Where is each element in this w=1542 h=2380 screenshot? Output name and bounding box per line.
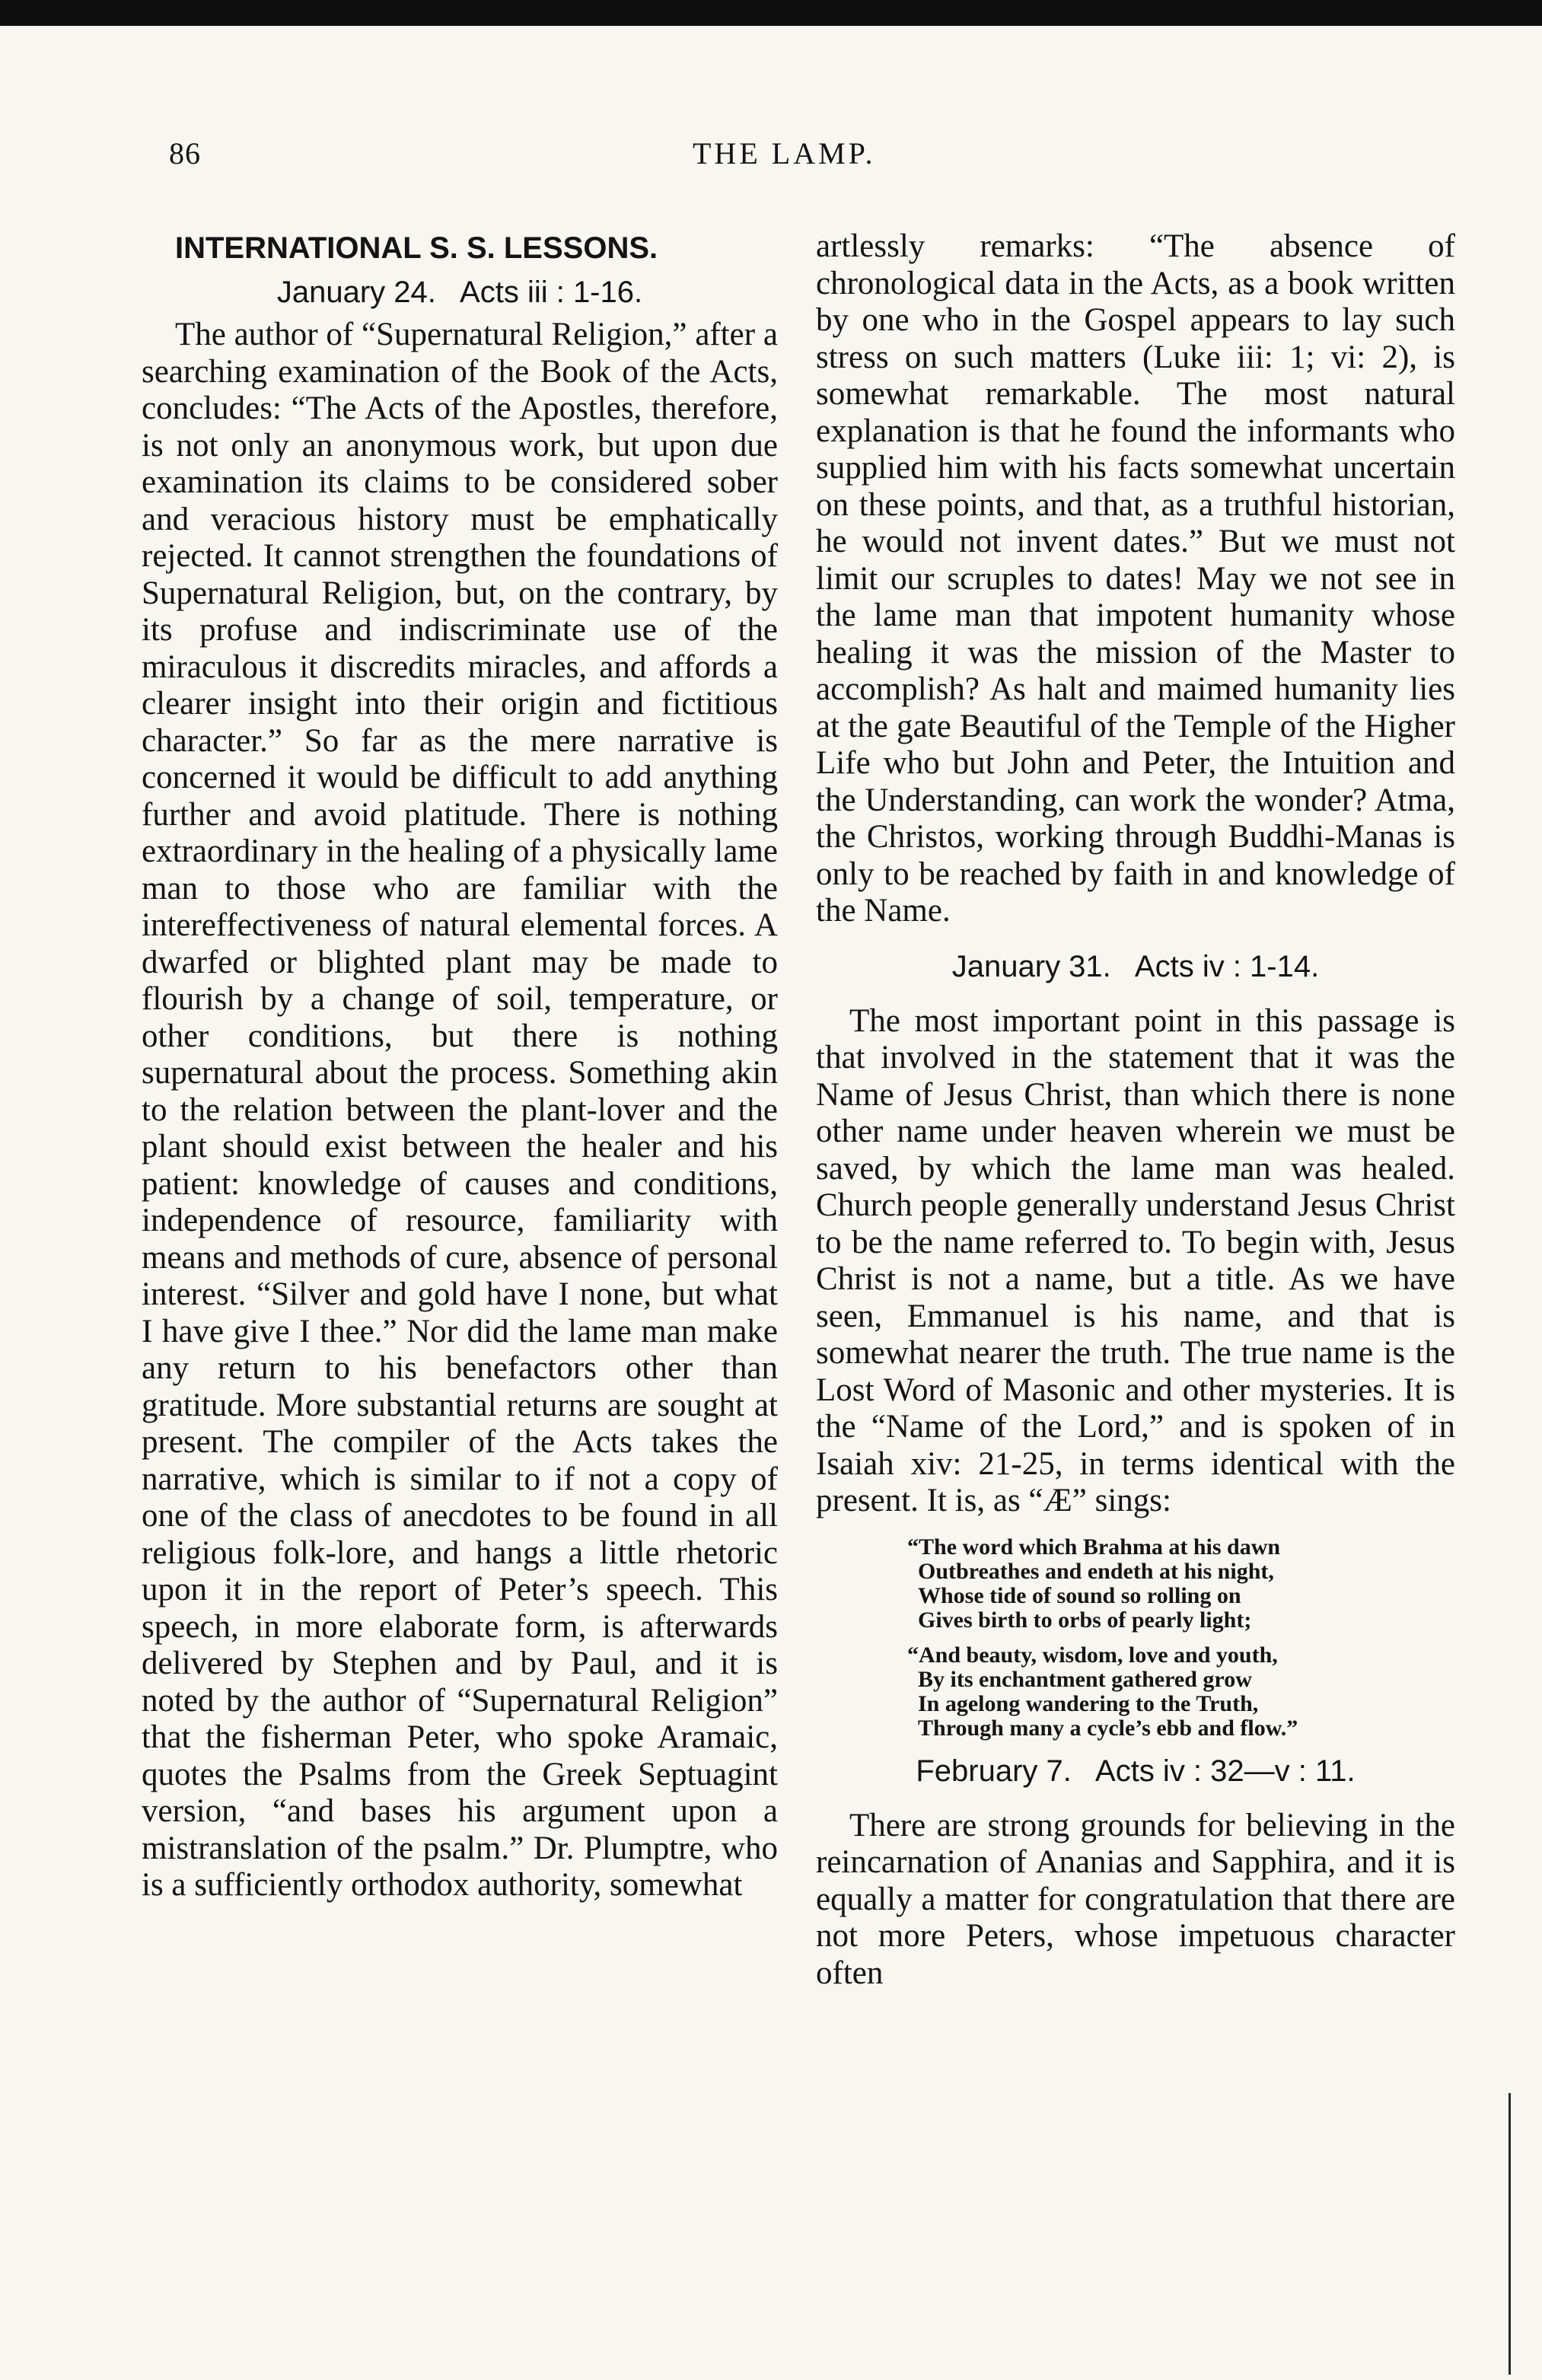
poem-line: Whose tide of sound so rolling on [918,1582,1241,1608]
poem-line: Through many a cycle’s ebb and flow.” [918,1715,1298,1741]
lesson-paragraph: The author of “Supernatural Religion,” after a searching examination of the Book of the Acts, concludes: “The Acts of the Apostles, therefore, is not only an anonymous work, but upon due examination its claims to be considered sober and veracious history must be emphatically rejected. It cannot strengthen the foundations of Supernatural Religion, but, on the contrary, by its profuse and indiscriminate use of the miraculous it discredits miracles, and affords a clearer insight into their origin and fictitious character.” So far as the mere narrative is concerned it would be difficult to add anything further and avoid platitude. There is nothing extraordinary in the healing of a physically lame man to those who are familiar with the intereffectiveness of natural elemental forces. A dwarfed or blighted plant may be made to flourish by a change of soil, temperature, or other conditions, but there is nothing supernatural about the process. Something akin to the relation between the plant-lover and the plant should exist between the healer and his patient: knowledge of causes and conditions, independence of resource, familiarity with means and methods of cure, absence of personal interest. “Silver and gold have I none, but what I have give I thee.” Nor did the lame man make any return to his benefactors other than gratitude. More substantial returns are sought at present. The compiler of the Acts takes the narrative, which is similar to if not a copy of one of the class of anecdotes to be found in all religious folk-lore, and hangs a little rhetoric upon it in the report of Peter’s speech. This speech, in more elaborate form, is afterwards delivered by Stephen and by Paul, and it is noted by the author of “Supernatural Religion” that the fisherman Peter, who spoke Aramaic, quotes the Psalms from the Greek Septuagint version, “and bases his argument upon a mistranslation of the psalm.” Dr. Plumptre, who is a sufficiently orthodox authority, somewhat [142,317,778,1903]
lesson-paragraph: The most important point in this passage is that involved in the statement that it was the Name of Jesus Christ, than which there is none other name under heaven wherein we must be saved, by which the lame man was healed. Church people generally understand Jesus Christ to be the name referred to. To begin with, Jesus Christ is not a name, but a title. As we have seen, Emmanuel is his name, and that is somewhat nearer the truth. The true name is the Lost Word of Masonic and other mysteries. It is the “Name of the Lord,” and is spoken of in Isaiah xiv: 21-25, in terms identical with the present. It is, as “Æ” sings: [816,1002,1455,1518]
lesson-date-ref: February 7. Acts iv : 32—v : 11. [916,1754,1356,1788]
lesson-date-ref: January 24. Acts iii : 1-16. [276,276,643,309]
top-border-bar [0,0,1542,26]
poem-stanza [907,1643,1455,1741]
margin-rule [1509,2093,1511,2375]
poem-line: In agelong wandering to the Truth, [918,1690,1259,1716]
poem-line: By its enchantment gathered grow [918,1666,1252,1692]
running-head [0,135,1542,181]
poem-line: “The word which Brahma at his dawn [907,1534,1281,1560]
poem-line: Outbreathes and endeth at his night, [918,1558,1274,1584]
poem-quote [907,1535,1455,1741]
poem-line: “And beauty, wisdom, love and youth, [907,1642,1278,1668]
left-column [142,228,778,1904]
section-heading: INTERNATIONAL S. S. LESSONS. [175,231,658,265]
lesson-date-ref: January 31. Acts iv : 1-14. [951,949,1320,983]
poem-line: Gives birth to orbs of pearly light; [918,1607,1252,1633]
right-column [816,228,1455,1992]
lesson-paragraph: artlessly remarks: “The absence of chronological data in the Acts, as a book written by one who in the Gospel appears to lay such stress on such matters (Luke iii: 1; vi: 2), is somewhat remarkable. The most natural explanation is that he found the informants who supplied him with his facts somewhat uncertain on these points, and that, as a truthful historian, he would not invent dates.” But we must not limit our scruples to dates! May we not see in the lame man that impotent humanity whose healing it was the mission of the Master to accomplish? As halt and maimed humanity lies at the gate Beautiful of the Temple of the Higher Life who but John and Peter, the Intuition and the Understanding, can work the wonder? Atma, the Christos, working through Buddhi-Manas is only to be reached by faith in and knowledge of the Name. [816,228,1455,929]
poem-stanza [907,1535,1455,1633]
lesson-paragraph: There are strong grounds for believing in the reincarnation of Ananias and Sapphira, and it is equally a matter for congratulation that there are not more Peters, whose impetuous character often [816,1807,1455,1991]
page-number: 86 [169,136,201,170]
running-title: THE LAMP. [693,136,876,170]
